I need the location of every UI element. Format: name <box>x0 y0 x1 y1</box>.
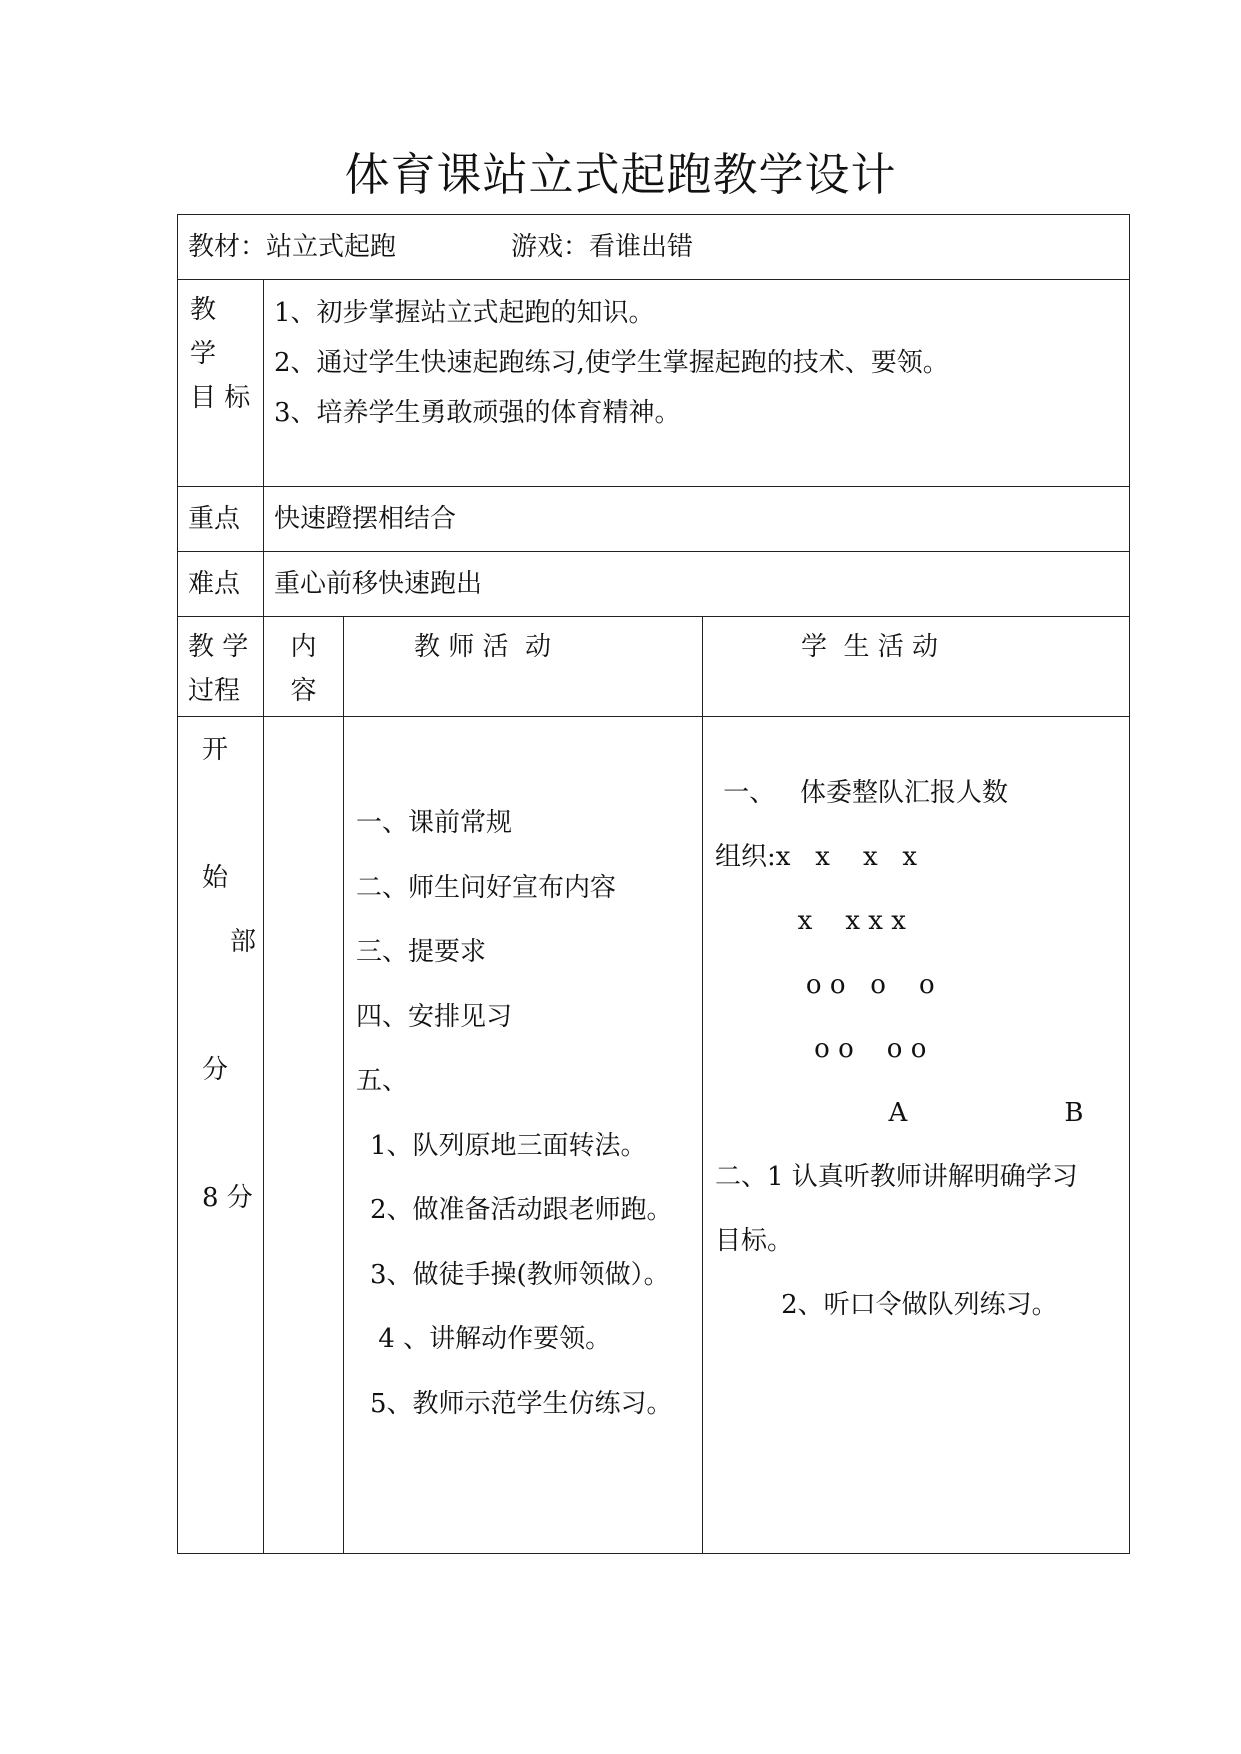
game-text: 游戏：看谁出错 <box>511 231 694 262</box>
goal-item: 1、初步掌握站立式起跑的知识。 <box>274 298 655 328</box>
formation-row: o o o o <box>715 970 935 1000</box>
formation-row: o o o o <box>715 1034 927 1064</box>
opening-section-row <box>178 717 1130 1554</box>
process-header-stage: 教 学 过程 <box>178 617 264 717</box>
process-header-student: 学 生 活 动 <box>703 617 1130 717</box>
key-point-row <box>178 487 1130 552</box>
teacher-item: 3、做徒手操(教师领做）。 <box>370 1259 670 1290</box>
process-header-teacher: 教 师 活 动 <box>344 617 703 717</box>
material-row <box>178 215 1130 280</box>
page-title: 体育课站立式起跑教学设计 <box>344 148 897 201</box>
content-cell <box>264 717 344 1554</box>
formation-labels: A B <box>715 1098 1084 1128</box>
material-cell <box>178 215 1130 280</box>
goals-row <box>178 280 1130 487</box>
student-item: 二、1 认真听教师讲解明确学习 <box>715 1162 1078 1192</box>
teacher-item: 五、 <box>356 1066 409 1096</box>
formation-row: x x x x <box>715 906 906 936</box>
difficulty-row <box>178 552 1130 617</box>
goal-item: 3、培养学生勇敢顽强的体育精神。 <box>274 398 681 428</box>
student-activities <box>703 717 1130 1554</box>
difficulty-label: 难点 <box>178 552 264 617</box>
student-item: 2、听口令做队列练习。 <box>715 1290 1058 1320</box>
student-item: 组织:x x x x <box>715 842 918 872</box>
key-point-label: 重点 <box>178 487 264 552</box>
student-item: 目标。 <box>715 1226 794 1256</box>
teacher-item: 1、队列原地三面转法。 <box>370 1130 647 1161</box>
teacher-item: 2、做准备活动跟老师跑。 <box>370 1195 673 1225</box>
difficulty-value: 重心前移快速跑出 <box>264 552 1130 617</box>
teacher-item: 四、安排见习 <box>356 1001 513 1032</box>
goal-item: 2、通过学生快速起跑练习,使学生掌握起跑的技术、要领。 <box>274 348 949 378</box>
teacher-item: 一、课前常规 <box>356 808 513 838</box>
material-text: 教材：站立式起跑 <box>188 231 397 262</box>
teacher-item: 三、提要求 <box>356 937 487 967</box>
phase-label: 开 始 部 分 8 分 <box>178 717 264 1554</box>
key-point-value: 快速蹬摆相结合 <box>264 487 1130 552</box>
process-header-content: 内 容 <box>264 617 344 717</box>
teacher-item: 4 、讲解动作要领。 <box>370 1324 612 1354</box>
goals-list <box>264 280 1130 487</box>
goals-label: 教 学 目 标 <box>178 280 264 487</box>
process-header-row <box>178 617 1130 717</box>
student-item: 一、 体委整队汇报人数 <box>715 778 1009 808</box>
teacher-item: 5、教师示范学生仿练习。 <box>370 1388 673 1419</box>
teacher-activities <box>344 717 703 1554</box>
lesson-plan-table <box>177 214 1130 1554</box>
teacher-item: 二、师生问好宣布内容 <box>356 872 617 903</box>
